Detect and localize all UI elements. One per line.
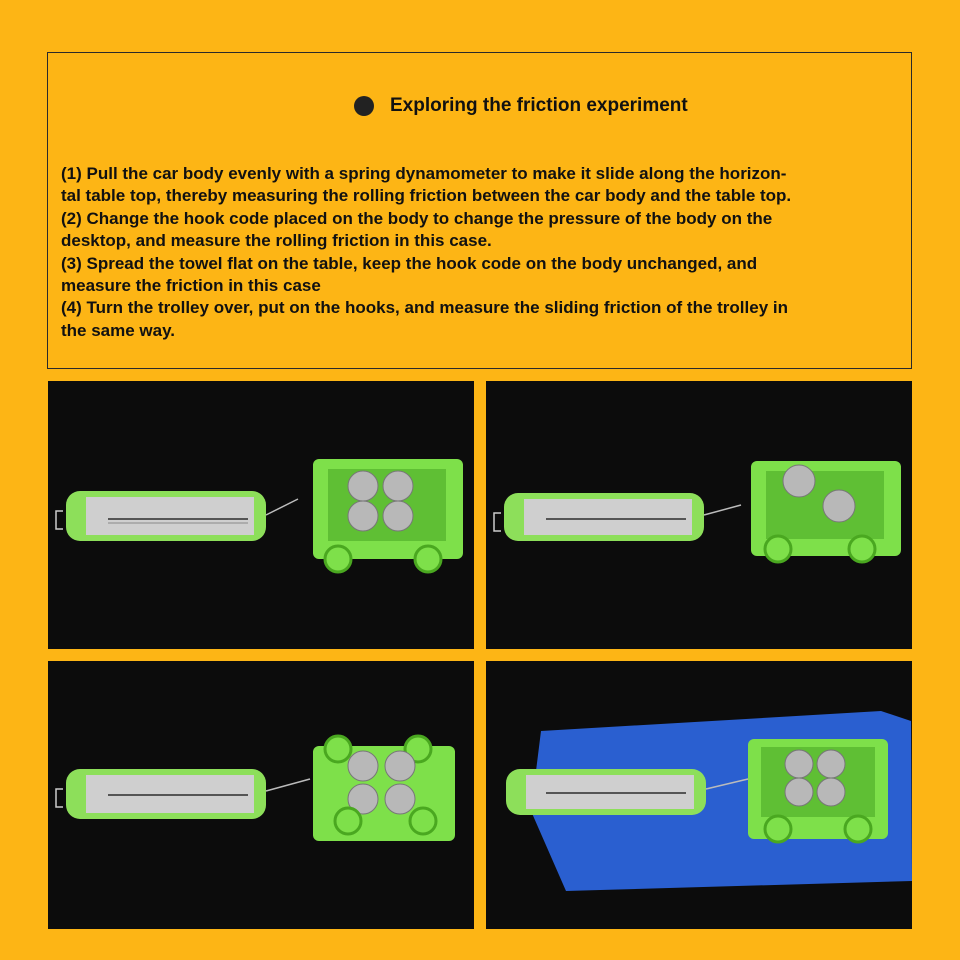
trolley-icon	[313, 459, 463, 572]
step-line: (1) Pull the car body evenly with a spring dynamometer to make it slide along the horizon-	[61, 164, 787, 183]
step-line: the same way.	[61, 320, 176, 340]
step-line: (4) Turn the trolley over, put on the hooks, and measure the sliding friction of the trolley in	[61, 298, 788, 318]
bullet-icon	[354, 96, 374, 116]
spring-scale-icon	[56, 491, 298, 541]
trolley-icon	[748, 739, 888, 842]
step-line: desktop, and measure the rolling friction in this case.	[61, 231, 492, 251]
photo-trolley-two-weights	[486, 381, 912, 649]
photo-trolley-four-weights	[48, 381, 474, 649]
page-title: Exploring the friction experiment	[390, 95, 688, 116]
trolley-icon	[751, 461, 901, 562]
instruction-panel	[47, 52, 912, 369]
photo-trolley-flipped	[48, 661, 474, 929]
step-line: (3) Spread the towel flat on the table, keep the hook code on the body unchanged, and	[61, 253, 758, 273]
step-line: measure the friction in this case	[61, 276, 321, 296]
photo-trolley-on-towel	[486, 661, 912, 929]
spring-scale-icon	[56, 769, 310, 819]
step-line: (2) Change the hook code placed on the body to change the pressure of the body on the	[61, 208, 773, 228]
step-line: tal table top, thereby measuring the rolling friction between the car body and the table top.	[61, 186, 792, 206]
title-row	[354, 95, 688, 117]
steps-text	[61, 163, 906, 342]
spring-scale-icon	[494, 493, 741, 541]
trolley-icon	[313, 736, 455, 841]
